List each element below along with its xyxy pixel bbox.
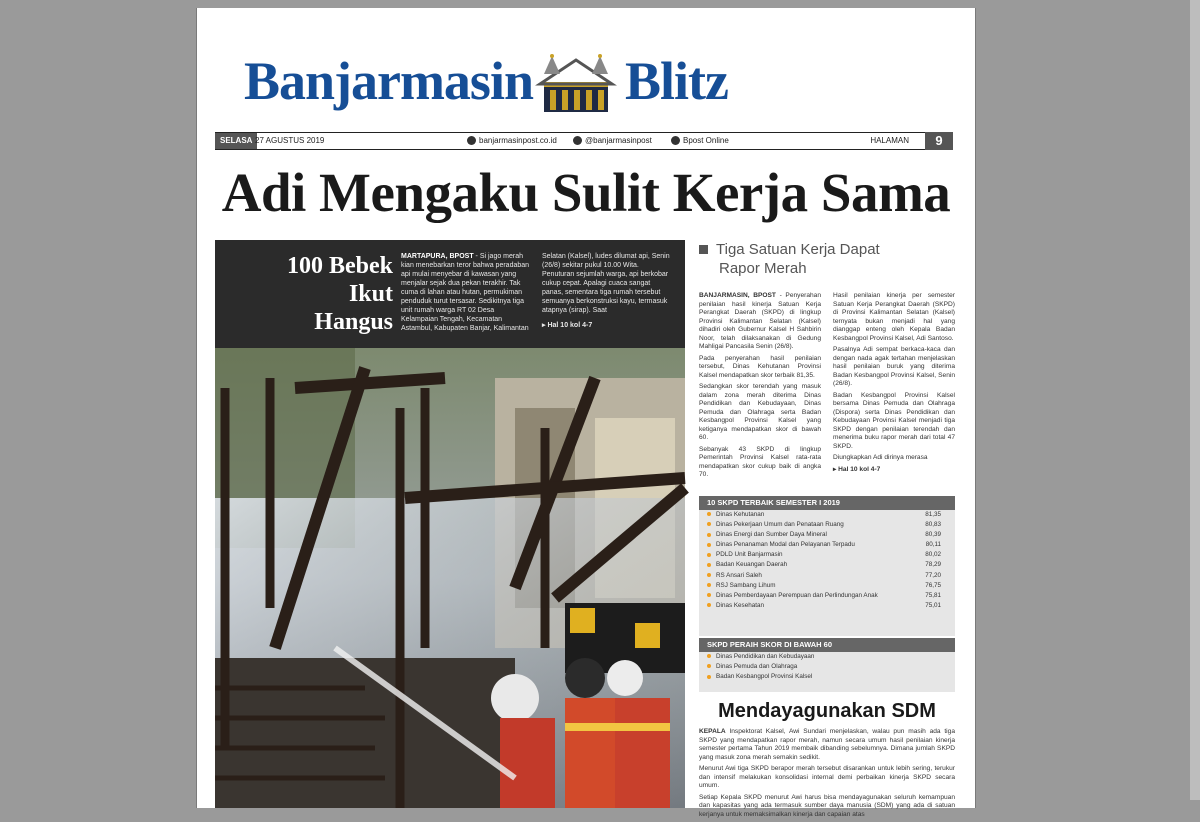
sidebar-body-col2: Hasil penilaian kinerja per semester Satuan Kerja Perangkat Daerah (SKPD) di Provinsi Kalimantan Selatan (Kalsel) ternyata bukan menjadi hal yang dianggap enteng oleh Kepala Badan Kesbangpol Provinsi Kalsel, Adi Santoso. Pasalnya Adi sempat berkaca-kaca dan dengan nada agak tertahan menjelaskan hasil penilaian buruk yang diterima Badan Kesbangpol Provinsi Kalsel, Senin (26/8). Badan Kesbangpol Provinsi Kalsel bersama Dinas Pemuda dan Olahraga (Dispora) serta Dinas Pendidikan dan Kebudayaan Provinsi Kalsel menjadi tiga SKPD dengan penilaian terendah dan menerima buku rapor merah dari total 47 SKPD. Diungkapkan Adi dirinya merasa ▸ Hal 10 kol 4-7 — [833, 292, 955, 473]
square-bullet-icon — [699, 245, 708, 254]
table-row: Dinas Penanaman Modal dan Pelayanan Terpadu 80,11 — [699, 540, 955, 550]
below60-table-title: SKPD PERAIH SKOR DI BAWAH 60 — [699, 638, 955, 652]
info-bar — [215, 132, 953, 150]
story-jump: ▸ Hal 10 kol 4-7 — [542, 322, 593, 329]
table-row: Badan Keuangan Daerah 78,29 — [699, 560, 955, 570]
top10-table-title: 10 SKPD TERBAIK SEMESTER I 2019 — [699, 496, 955, 510]
bullet-icon — [707, 563, 711, 567]
bullet-icon — [707, 593, 711, 597]
bullet-icon — [707, 522, 711, 526]
table-row: Badan Kesbangpol Provinsi Kalsel — [699, 672, 955, 682]
table-row: Dinas Pendidikan dan Kebudayaan — [699, 652, 955, 662]
story-box-dark — [215, 240, 685, 348]
masthead-logo-icon — [536, 52, 616, 116]
bullet-icon — [707, 573, 711, 577]
table-row: Dinas Kesehatan 75,01 — [699, 601, 955, 611]
twitter-link[interactable]: @banjarmasinpost — [573, 133, 652, 149]
bullet-icon — [707, 583, 711, 587]
bullet-icon — [707, 664, 711, 668]
table-row: RSJ Sambang Lihum 76,75 — [699, 581, 955, 591]
bullet-icon — [707, 654, 711, 658]
story-subhead: 100 Bebek Ikut Hangus — [286, 253, 393, 335]
bullet-icon — [707, 543, 711, 547]
below60-table — [699, 638, 955, 692]
table-row: RS Ansari Saleh 77,20 — [699, 571, 955, 581]
page-scrollbar[interactable] — [1190, 0, 1200, 800]
bullet-icon — [707, 533, 711, 537]
day-label: SELASA — [215, 133, 257, 149]
masthead-title-right: Blitz — [625, 51, 728, 111]
main-headline: Adi Mengaku Sulit Kerja Sama — [221, 162, 951, 223]
table-row: PDLD Unit Banjarmasin 80,02 — [699, 550, 955, 560]
twitter-icon — [573, 136, 582, 145]
sidebar-jump: ▸ Hal 10 kol 4-7 — [833, 465, 881, 473]
facebook-link[interactable]: Bpost Online — [671, 133, 729, 149]
masthead — [197, 46, 975, 126]
masthead-title-left: Banjarmasin — [243, 51, 533, 111]
table-row: Dinas Pemberdayaan Perempuan dan Perlindungan Anak 75,81 — [699, 591, 955, 601]
table-row: Dinas Kehutanan 81,35 — [699, 510, 955, 520]
newspaper-page — [196, 8, 976, 818]
table-row: Dinas Pemuda dan Olahraga — [699, 662, 955, 672]
fire-photo — [215, 348, 685, 808]
table-row: Dinas Energi dan Sumber Daya Mineral 80,39 — [699, 530, 955, 540]
halaman-label: HALAMAN — [870, 136, 909, 145]
story3-body: KEPALA Inspektorat Kalsel, Awi Sundari menjelaskan, walau pun masih ada tiga SKPD yang mendapatkan rapor merah, namun secara umum hasil penilaian kinerja semester pertama Tahun 2019 membaik dibanding sebelumnya. Dimana jumlah SKPD yang masuk zona merah semakin sedikit. Menurut Awi tiga SKPD berapor merah tersebut disarankan untuk lebih sering, terukur dan intensif melakukan konsolidasi internal demi perbaikan kinerja SKPD secara umum. Setiap Kepala SKPD menurut Awi harus bisa mendayagunakan seluruh kemampuan dan kapasitas yang ada termasuk sumber daya manusia (SDM) yang ada di satuan kerjanya untuk memaksimalkan kinerja dan capaian atas — [699, 728, 955, 818]
website-link[interactable]: banjarmasinpost.co.id — [467, 133, 557, 149]
sidebar-subhead: Tiga Satuan Kerja Dapat Rapor Merah — [699, 240, 955, 278]
table-row: Dinas Pekerjaan Umum dan Penataan Ruang 80,83 — [699, 520, 955, 530]
bullet-icon — [707, 675, 711, 679]
globe-icon — [467, 136, 476, 145]
bullet-icon — [707, 512, 711, 516]
page-number: 9 — [925, 132, 953, 150]
date-label: 27 AGUSTUS 2019 — [255, 136, 325, 145]
sidebar-body-col1: BANJARMASIN, BPOST - Penyerahan penilaian hasil kinerja Satuan Kerja Perangkat Daerah (SKPD) di lingkup Provinsi Kalimantan Selatan (Kalsel) dihadiri oleh Gubernur Kalsel H Sahbirin Noor, telah dilaksanakan di Gedung Mahligai Pancasila Senin (26/8). Pada penyerahan hasil penilaian tersebut, Dinas Kehutanan Provinsi Kalsel mendapatkan skor terbaik 81,35. Sedangkan skor terendah yang masuk dalam zona merah diterima Dinas Pendidikan dan Kebudayaan, Dinas Pemuda dan Olahraga serta Badan Kesbangpol Provinsi Kalsel yang ketiganya mendapatkan skor di bawah 60. Sebanyak 43 SKPD di lingkup Pemerintah Provinsi Kalsel rata-rata mendapatkan skor cukup baik di angka 70. — [699, 292, 821, 478]
story-body: MARTAPURA, BPOST - Si jago merah kian menebarkan teror bahwa peradaban api mulai menyebar di kawasan yang menjalar sejak dua pekan terakhir. Tak cuma di lahan atau hutan, permukiman penduduk turut tersasar. Sedikitnya tiga unit rumah warga RT 02 Desa Kelampaian Tengah, Kecamatan Astambul, Kabupaten Banjar, Kalimantan Selatan (Kalsel), ludes dilumat api, Senin (26/8) sekitar pukul 10.00 Wita. Penuturan sejumlah warga, api berkobar cukup cepat. Apalagi cuaca sangat panas, sementara tiga rumah tersebut semuanya berkonstruksi kayu, termasuk atapnya (sirap). Saat ▸ Hal 10 kol 4-7 — [401, 253, 670, 332]
bullet-icon — [707, 553, 711, 557]
top10-table — [699, 496, 955, 636]
story3-subhead: Mendayagunakan SDM — [718, 700, 936, 722]
bullet-icon — [707, 603, 711, 607]
facebook-icon — [671, 136, 680, 145]
